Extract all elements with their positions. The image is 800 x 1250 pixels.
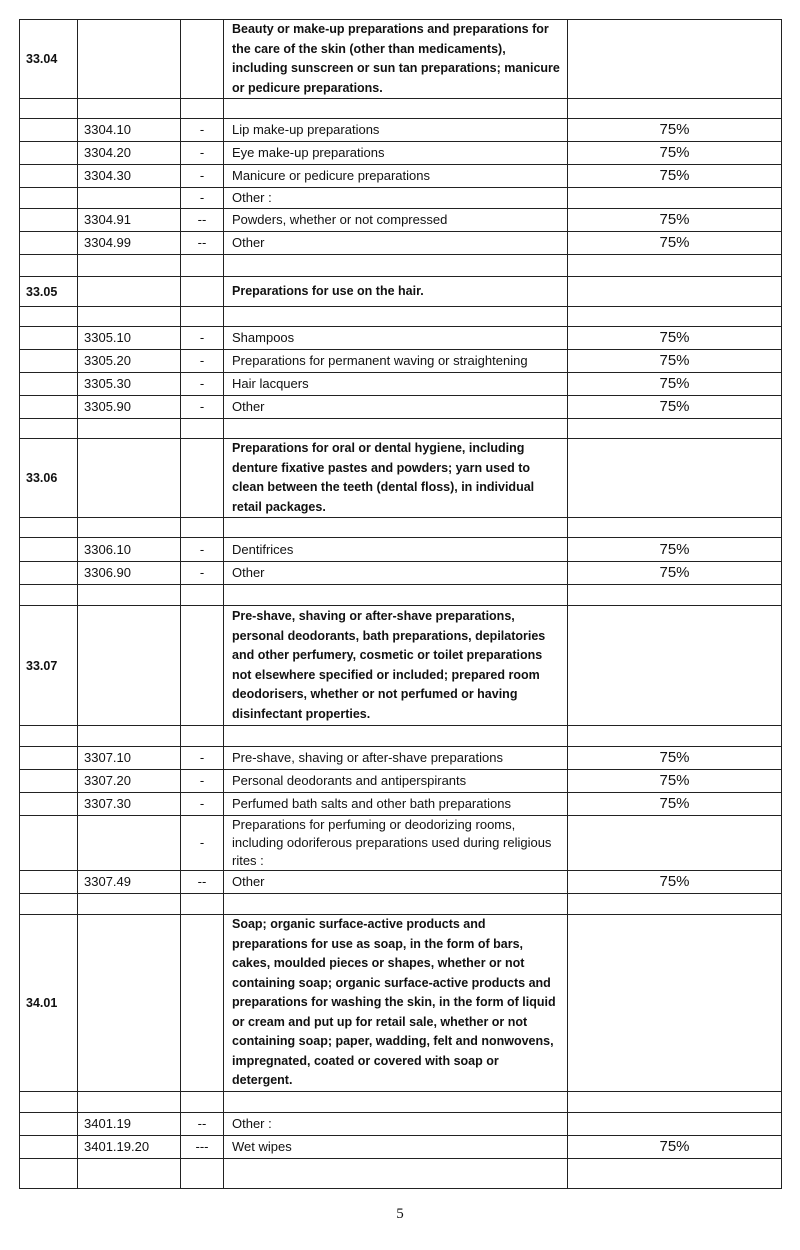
tariff-table-body xyxy=(20,20,782,1189)
desc-cell xyxy=(224,1158,568,1188)
dash-cell: -- xyxy=(181,232,224,255)
heading-cell xyxy=(20,726,78,747)
rate-cell xyxy=(568,915,782,1092)
dash-cell: -- xyxy=(181,871,224,894)
dash-cell xyxy=(181,307,224,327)
desc-cell: Eye make-up preparations xyxy=(224,142,568,165)
heading-cell: 33.07 xyxy=(20,606,78,726)
desc-cell: Preparations for use on the hair. xyxy=(224,277,568,307)
code-cell xyxy=(78,518,181,538)
code-cell xyxy=(78,255,181,277)
code-cell xyxy=(78,894,181,915)
heading-cell xyxy=(20,585,78,606)
code-cell: 3307.20 xyxy=(78,770,181,793)
table-row xyxy=(20,770,782,793)
desc-cell xyxy=(224,894,568,915)
code-cell: 3304.91 xyxy=(78,209,181,232)
dash-cell: - xyxy=(181,770,224,793)
code-cell xyxy=(78,1158,181,1188)
desc-cell: Other xyxy=(224,232,568,255)
table-row xyxy=(20,20,782,99)
desc-cell: Preparations for oral or dental hygiene, including denture fixative pastes and powders; yarn used to clean between the teeth (dental floss), in individual retail packages. xyxy=(224,439,568,518)
dash-cell xyxy=(181,255,224,277)
rate-cell xyxy=(568,307,782,327)
heading-cell: 34.01 xyxy=(20,915,78,1092)
heading-cell xyxy=(20,209,78,232)
heading-cell xyxy=(20,816,78,871)
rate-cell xyxy=(568,255,782,277)
desc-cell: Powders, whether or not compressed xyxy=(224,209,568,232)
code-cell xyxy=(78,188,181,209)
code-cell xyxy=(78,1091,181,1112)
heading-cell xyxy=(20,562,78,585)
code-cell: 3305.20 xyxy=(78,350,181,373)
table-row xyxy=(20,915,782,1092)
table-row xyxy=(20,585,782,606)
heading-cell xyxy=(20,99,78,119)
table-row xyxy=(20,165,782,188)
rate-cell: 75% xyxy=(568,119,782,142)
desc-cell xyxy=(224,1091,568,1112)
rate-cell xyxy=(568,1091,782,1112)
desc-cell xyxy=(224,726,568,747)
dash-cell xyxy=(181,915,224,1092)
table-row xyxy=(20,350,782,373)
rate-cell: 75% xyxy=(568,538,782,562)
rate-cell: 75% xyxy=(568,165,782,188)
heading-cell xyxy=(20,747,78,770)
heading-cell xyxy=(20,327,78,350)
dash-cell: --- xyxy=(181,1135,224,1158)
table-row xyxy=(20,142,782,165)
dash-cell: - xyxy=(181,816,224,871)
rate-cell xyxy=(568,1112,782,1135)
heading-cell xyxy=(20,793,78,816)
code-cell: 3305.10 xyxy=(78,327,181,350)
desc-cell: Preparations for permanent waving or straightening xyxy=(224,350,568,373)
code-cell: 3304.20 xyxy=(78,142,181,165)
heading-cell xyxy=(20,142,78,165)
table-row xyxy=(20,1112,782,1135)
dash-cell: -- xyxy=(181,209,224,232)
rate-cell xyxy=(568,816,782,871)
heading-cell xyxy=(20,770,78,793)
heading-cell xyxy=(20,518,78,538)
code-cell: 3401.19 xyxy=(78,1112,181,1135)
table-row xyxy=(20,188,782,209)
heading-cell xyxy=(20,188,78,209)
table-row xyxy=(20,255,782,277)
desc-cell: Manicure or pedicure preparations xyxy=(224,165,568,188)
rate-cell xyxy=(568,1158,782,1188)
heading-cell xyxy=(20,1112,78,1135)
heading-cell xyxy=(20,232,78,255)
dash-cell: - xyxy=(181,373,224,396)
rate-cell xyxy=(568,419,782,439)
code-cell xyxy=(78,606,181,726)
table-row xyxy=(20,726,782,747)
desc-cell: Pre-shave, shaving or after-shave preparations, personal deodorants, bath preparations, depilatories and other perfumery, cosmetic or toilet preparations not elsewhere specified or included; prepared room deodorisers, whether or not perfumed or having disinfectant properties. xyxy=(224,606,568,726)
desc-cell xyxy=(224,419,568,439)
desc-cell: Other xyxy=(224,871,568,894)
desc-cell: Lip make-up preparations xyxy=(224,119,568,142)
table-row xyxy=(20,119,782,142)
table-row xyxy=(20,894,782,915)
dash-cell: - xyxy=(181,396,224,419)
code-cell xyxy=(78,816,181,871)
code-cell xyxy=(78,439,181,518)
code-cell: 3304.99 xyxy=(78,232,181,255)
heading-cell: 33.06 xyxy=(20,439,78,518)
dash-cell: - xyxy=(181,165,224,188)
rate-cell: 75% xyxy=(568,142,782,165)
heading-cell xyxy=(20,373,78,396)
tariff-table xyxy=(19,19,782,1189)
dash-cell: - xyxy=(181,793,224,816)
rate-cell xyxy=(568,894,782,915)
desc-cell xyxy=(224,255,568,277)
desc-cell: Beauty or make-up preparations and preparations for the care of the skin (other than medicaments), including sunscreen or sun tan preparations; manicure or pedicure preparations. xyxy=(224,20,568,99)
dash-cell xyxy=(181,726,224,747)
desc-cell: Personal deodorants and antiperspirants xyxy=(224,770,568,793)
heading-cell: 33.05 xyxy=(20,277,78,307)
rate-cell: 75% xyxy=(568,373,782,396)
heading-cell xyxy=(20,1158,78,1188)
dash-cell xyxy=(181,419,224,439)
table-row xyxy=(20,793,782,816)
dash-cell: - xyxy=(181,562,224,585)
code-cell xyxy=(78,20,181,99)
code-cell xyxy=(78,419,181,439)
desc-cell: Other : xyxy=(224,1112,568,1135)
dash-cell xyxy=(181,518,224,538)
code-cell: 3304.10 xyxy=(78,119,181,142)
heading-cell xyxy=(20,1091,78,1112)
table-row xyxy=(20,396,782,419)
code-cell xyxy=(78,99,181,119)
table-row xyxy=(20,232,782,255)
rate-cell xyxy=(568,99,782,119)
heading-cell xyxy=(20,307,78,327)
desc-cell: Other xyxy=(224,562,568,585)
dash-cell xyxy=(181,894,224,915)
dash-cell: - xyxy=(181,327,224,350)
rate-cell: 75% xyxy=(568,562,782,585)
table-row xyxy=(20,1091,782,1112)
dash-cell xyxy=(181,277,224,307)
code-cell: 3307.49 xyxy=(78,871,181,894)
dash-cell: - xyxy=(181,119,224,142)
table-row xyxy=(20,1135,782,1158)
dash-cell: - xyxy=(181,188,224,209)
heading-cell xyxy=(20,419,78,439)
desc-cell xyxy=(224,99,568,119)
table-row xyxy=(20,1158,782,1188)
desc-cell: Hair lacquers xyxy=(224,373,568,396)
rate-cell: 75% xyxy=(568,209,782,232)
heading-cell xyxy=(20,538,78,562)
table-row xyxy=(20,209,782,232)
dash-cell xyxy=(181,606,224,726)
heading-cell xyxy=(20,119,78,142)
table-row xyxy=(20,307,782,327)
code-cell: 3307.30 xyxy=(78,793,181,816)
heading-cell xyxy=(20,894,78,915)
table-row xyxy=(20,606,782,726)
table-row xyxy=(20,99,782,119)
rate-cell xyxy=(568,606,782,726)
dash-cell xyxy=(181,20,224,99)
desc-cell: Other xyxy=(224,396,568,419)
rate-cell: 75% xyxy=(568,327,782,350)
desc-cell: Shampoos xyxy=(224,327,568,350)
rate-cell xyxy=(568,277,782,307)
table-row xyxy=(20,562,782,585)
table-row xyxy=(20,538,782,562)
dash-cell xyxy=(181,1158,224,1188)
desc-cell xyxy=(224,307,568,327)
rate-cell: 75% xyxy=(568,1135,782,1158)
desc-cell: Pre-shave, shaving or after-shave preparations xyxy=(224,747,568,770)
rate-cell xyxy=(568,439,782,518)
desc-cell: Perfumed bath salts and other bath preparations xyxy=(224,793,568,816)
desc-cell xyxy=(224,518,568,538)
table-row xyxy=(20,871,782,894)
table-row xyxy=(20,373,782,396)
desc-cell: Preparations for perfuming or deodorizing rooms, including odoriferous preparations used during religious rites : xyxy=(224,816,568,871)
table-row xyxy=(20,439,782,518)
table-row xyxy=(20,518,782,538)
rate-cell: 75% xyxy=(568,747,782,770)
dash-cell: - xyxy=(181,142,224,165)
rate-cell: 75% xyxy=(568,770,782,793)
table-row xyxy=(20,419,782,439)
code-cell: 3305.90 xyxy=(78,396,181,419)
rate-cell xyxy=(568,188,782,209)
code-cell: 3307.10 xyxy=(78,747,181,770)
desc-cell: Soap; organic surface-active products and preparations for use as soap, in the form of bars, cakes, moulded pieces or shapes, whether or not containing soap; organic surface-active products and preparations for washing the skin, in the form of liquid or cream and put up for retail sale, whether or not containing soap; paper, wadding, felt and nonwovens, impregnated, coated or covered with soap or detergent. xyxy=(224,915,568,1092)
code-cell xyxy=(78,585,181,606)
code-cell: 3306.10 xyxy=(78,538,181,562)
desc-cell: Wet wipes xyxy=(224,1135,568,1158)
heading-cell xyxy=(20,1135,78,1158)
dash-cell xyxy=(181,1091,224,1112)
code-cell xyxy=(78,726,181,747)
desc-cell: Dentifrices xyxy=(224,538,568,562)
dash-cell: -- xyxy=(181,1112,224,1135)
heading-cell xyxy=(20,871,78,894)
dash-cell xyxy=(181,585,224,606)
rate-cell: 75% xyxy=(568,793,782,816)
rate-cell: 75% xyxy=(568,350,782,373)
desc-cell: Other : xyxy=(224,188,568,209)
dash-cell xyxy=(181,99,224,119)
dash-cell: - xyxy=(181,747,224,770)
heading-cell xyxy=(20,350,78,373)
rate-cell xyxy=(568,20,782,99)
code-cell xyxy=(78,915,181,1092)
rate-cell: 75% xyxy=(568,871,782,894)
rate-cell xyxy=(568,585,782,606)
table-row xyxy=(20,816,782,871)
table-row xyxy=(20,327,782,350)
dash-cell xyxy=(181,439,224,518)
code-cell: 3401.19.20 xyxy=(78,1135,181,1158)
rate-cell xyxy=(568,726,782,747)
rate-cell: 75% xyxy=(568,232,782,255)
dash-cell: - xyxy=(181,538,224,562)
code-cell: 3304.30 xyxy=(78,165,181,188)
code-cell: 3305.30 xyxy=(78,373,181,396)
heading-cell xyxy=(20,396,78,419)
rate-cell xyxy=(568,518,782,538)
page-number: 5 xyxy=(396,1206,404,1222)
code-cell xyxy=(78,277,181,307)
desc-cell xyxy=(224,585,568,606)
table-row xyxy=(20,747,782,770)
dash-cell: - xyxy=(181,350,224,373)
rate-cell: 75% xyxy=(568,396,782,419)
code-cell: 3306.90 xyxy=(78,562,181,585)
heading-cell xyxy=(20,255,78,277)
heading-cell: 33.04 xyxy=(20,20,78,99)
table-row xyxy=(20,277,782,307)
code-cell xyxy=(78,307,181,327)
heading-cell xyxy=(20,165,78,188)
